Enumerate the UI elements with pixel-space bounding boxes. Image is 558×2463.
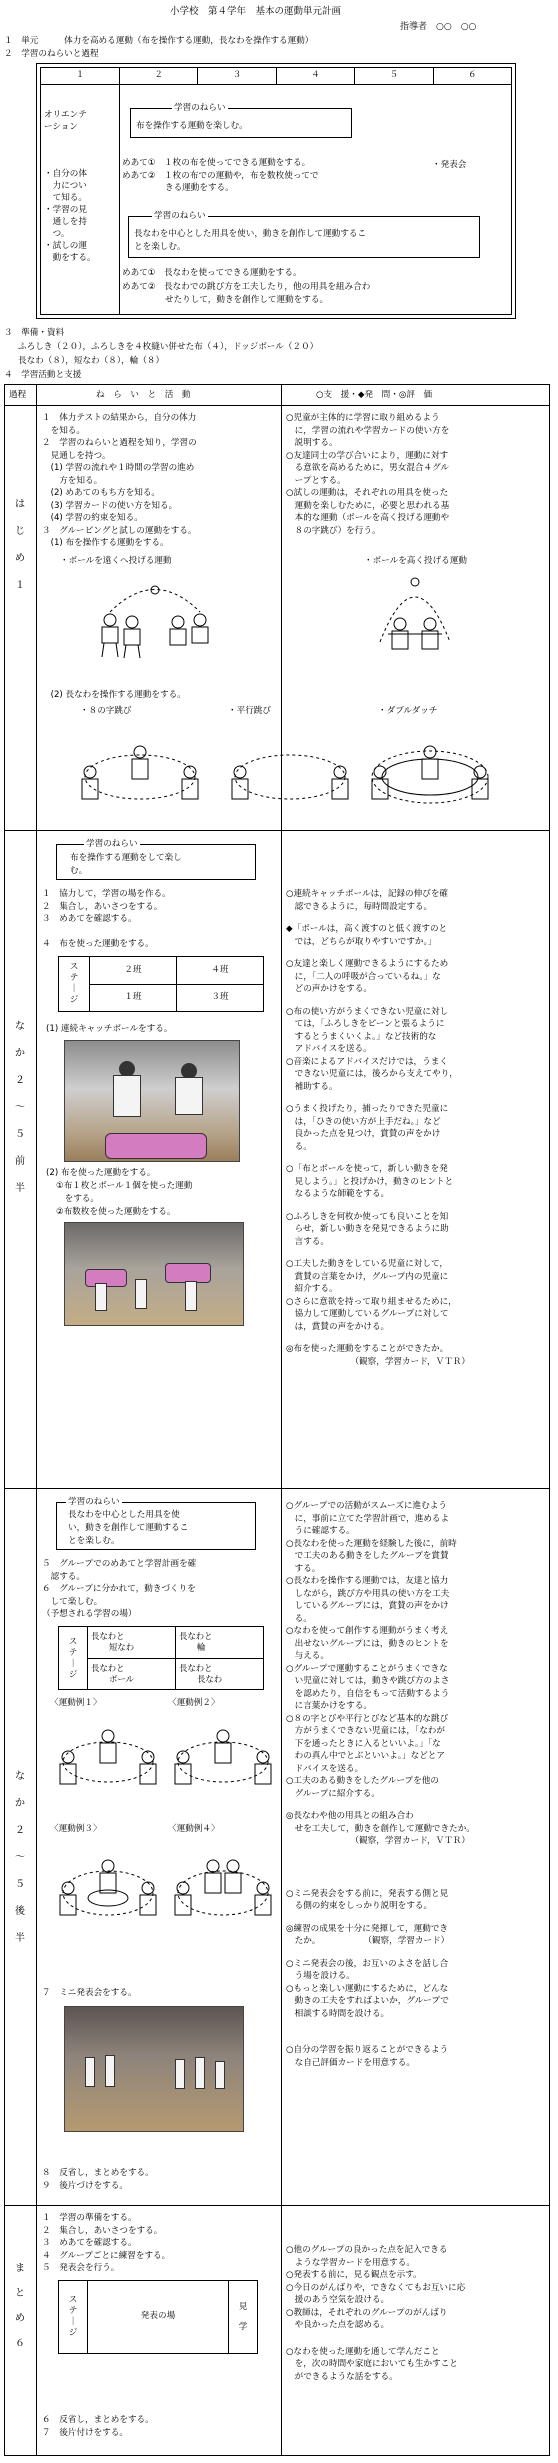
sketch-cloth-throw-high xyxy=(340,572,490,662)
overview-header-row xyxy=(40,67,512,85)
phase-4-left-text-2: ６ 反省し，まとめをする。 ７ 後片付けをする。 xyxy=(42,2415,154,2438)
phase-4-presentation-layout: ス テ ｜ ジ 発表の場 見 学 xyxy=(58,2280,258,2354)
phase-4-left-text: １ 学習の準備をする。 ２ 集合し，あいさつをする。 ３ めあてを確認する。 ４ グループごとに練習をする。 ５ 発表会を行う。 xyxy=(42,2213,171,2273)
overview-left-item: て知る。 xyxy=(44,193,87,203)
phase-3-left-text: ５ グループでのめあてと学習計画を確 認する。 ６ グループに分かれて，動きづくりを して楽しむ。 （予想される学習の場） xyxy=(42,1559,197,1619)
document-title: 小学校 第４学年 基本の運動単元計画 xyxy=(170,6,342,17)
caption-throw-high: ・ボールを高く投げる運動 xyxy=(364,556,467,566)
phase-3-aim-b: い，動きを創作して運動するこ xyxy=(68,1523,189,1533)
overview-col-6: ６ xyxy=(433,68,511,85)
aim-box-2-text-b: とを楽しむ。 xyxy=(134,242,186,252)
header-support: ○支 援・◆発 問・◎評 価 xyxy=(316,390,433,400)
overview-col-4: ４ xyxy=(276,68,354,85)
phase-2-sub1: (1) 連続キャッチボールをする。 xyxy=(46,1024,173,1034)
overview-col-2: ２ xyxy=(120,68,198,85)
caption-throw-far: ・ボールを遠くへ投げる運動 xyxy=(60,556,172,566)
presentation-area: 発表の場 xyxy=(88,2281,229,2354)
example-2-label: 〈運動例２〉 xyxy=(168,1698,220,1708)
example-4-label: 〈運動例４〉 xyxy=(168,1824,220,1834)
header-process: 過程 xyxy=(9,390,27,400)
orientation-label-1: オリエンテ xyxy=(44,110,87,120)
phase-2-aim-b: む。 xyxy=(70,866,88,876)
aim-box-1-title: 学習のねらい xyxy=(174,103,226,113)
phase-2-sub2: (2) 布を使った運動をする。 xyxy=(46,1168,156,1178)
goal-2a: めあて② １枚の布での運動や，布を数枚使ってで xyxy=(122,171,319,181)
phase-2-support-text: ○連続キャッチボールは，記録の伸びを確 認できるように，毎時間設定する。 ◆「ボールは，高く渡すのと低く渡すのと では，どちらが取りやすいですか。」 ○友達と楽しく運動できるようにするため に，「二人の呼吸が合っているね。」な どの声かけをする。 ○布の使い方がうまくできない児童に対し ては，「ふろしきをピーンと張るように するとうまくいくよ。」など技術的な アドバイスを送る。 ○音楽によるアドバイスだけでは，うまく できない児童には，後ろから支えてやり， 補助する。 ○うまく投げたり，捕ったりできた児童に は，「ひきの使い方が上手だね。」など 良かった点を見つけ，賞賛の声をかけ る。 ○「布とボールを使って，新しい動きを発 見しよう。」と投げかけ，動きのヒントと なるような師範をする。 ○ふろしきを何枚か使っても良いことを知 らせ，新しい動きを発見できるように助 言する。 ○工夫した動きをしている児童に対して， 賞賛の言葉をかけ，グループ内の児童に 紹介する。 ○さらに意欲を持って取り組ませるために， 協力して運動しているグループに対して は，賞賛の声をかける。 ◎布を使った運動をすることができたか。 （観察，学習カード，ＶＴＲ） xyxy=(286,889,470,1367)
phase-2-left-text: １ 協力して，学習の場を作る。 ２ 集合し，あいさつをする。 ３ めあてを確認する。 ４ 布を使った運動をする。 xyxy=(42,889,171,949)
caption-parallel: ・平行跳び xyxy=(228,706,271,716)
overview-left-item: ・試しの運 xyxy=(44,241,87,251)
phase-3-support-text: ○グループでの活動がスムーズに進むよう に，事前に立てた学習計画で，進めるよ うに確認する。 ○長なわを使った運動を経験した後に，前時 で工夫のある動きをしたグループを賞賛 する。 ○長なわを操作する運動では，友達と協力 しながら，跳び方や用具の使い方を工夫 しているグループには，賞賛の声をかけ る。 ○なわを使って創作する運動がうまく考え 出せないグループには，動きのヒントを 与える。 ○グループで運動することがうまくできな い児童に対しては，動きや跳び方のよさ を認めたり，自信をもって活動するよう に言葉かけをする。 ○８の字とびや平行とびなど基本的な跳び 方がうまくできない児童には，「なわが 下を通ったときに入るといいよ。」「な わの真ん中でとぶといいよ。」などとア ドバイスを送る。 ○工夫のある動きをしたグループを他の グループに紹介する。 ◎長なわや他の用具との組み合わ せを工夫して，動きを創作して運動できたか。 （観察，学習カード，ＶＴＲ） ○ミニ発表会をする前に，発表する側と見 る側の約束をしっかり説明をする。 ◎練習の成果を十分に発揮して，運動でき たか。 （観察，学習カード） ○ミニ発表会の後，お互いのよさを話し合 う場を設ける。 ○もっと楽しい運動にするために，どんな 動きの工夫をすればよいか，グループで 相談する時間を設ける。 ○自分の学習を振り返ることができるよう な自己評価カードを用意する。 xyxy=(286,1501,475,2068)
group-cell: ３班 xyxy=(177,984,264,1012)
goal-1: めあて① １枚の布を使ってできる運動をする。 xyxy=(122,158,311,168)
sketch-examples-1-2 xyxy=(48,1712,278,1812)
phase-2-label: な か ２ 〜 ５ 前 半 xyxy=(15,1021,25,1194)
caption-figure-8: ・８の字跳び xyxy=(80,706,132,716)
sketch-cloth-throw-far xyxy=(90,572,220,660)
phase-4-label: ま と め ６ xyxy=(15,2263,25,2349)
phase-3-aim-c: とを楽しむ。 xyxy=(68,1536,120,1546)
phase-3-mini-show: ７ ミニ発表会をする。 xyxy=(42,1988,137,1998)
goal-4a: めあて② 長なわでの跳び方を工夫したり，他の用具を組み合わ xyxy=(122,282,371,292)
phase-2-sub2b: ②布数枚を使った運動をする。 xyxy=(56,1207,176,1217)
teacher-line: 指導者 ○○ ○○ xyxy=(400,22,477,32)
goal-4b: せたりして，動きを創作して運動をする。 xyxy=(122,295,329,305)
phase-3-cleanup: ９ 後片づけをする。 xyxy=(42,2181,128,2191)
sketch-examples-3-4 xyxy=(48,1838,278,1948)
photo-mini-show xyxy=(64,2006,244,2132)
aim-box-2-title: 学習のねらい xyxy=(154,211,206,221)
phase-3-station-layout: ス テ ｜ ジ 長なわと 短なわ 長なわと 輪 長なわと ボール 長なわと 長なわ xyxy=(58,1626,264,1690)
group-cell: １班 xyxy=(90,984,177,1012)
phase-3-aim-a: 長なわを中心とした用具を使 xyxy=(68,1510,180,1520)
orientation-label-2: ーション xyxy=(44,122,79,132)
group-cell: ２班 xyxy=(90,957,177,985)
unit-line: １ 単元 体力を高める運動（布を操作する運動，長なわを操作する運動） xyxy=(4,36,314,46)
photo-catchball xyxy=(64,1040,240,1162)
phase-1-left-text: １ 体力テストの結果から，自分の体力 を知る。 ２ 学習のねらいと過程を知り，学習の 見通しを持つ。 (1) 学習の流れや１時間の学習の進め 方を知る。 (2) めあてのもち方を知る。 (3) 学習カードの使い方を知る。 (4) 学習の約束を知る。 ３ グルーピングと試しの運動をする。 (1) 布を操作する運動をする。 xyxy=(42,413,197,548)
caption-double-dutch: ・ダブルダッチ xyxy=(378,706,438,716)
phase-3-aim-title: 学習のねらい xyxy=(68,1497,120,1507)
example-3-label: 〈運動例３〉 xyxy=(50,1824,102,1834)
section-3-heading: ３ 準備・資料 xyxy=(4,328,65,338)
phase-3-label: な か ２ 〜 ５ 後 半 xyxy=(15,1771,25,1944)
overview-left-item: ・学習の見 xyxy=(44,205,87,215)
overview-left-item: つ。 xyxy=(44,229,70,239)
sketch-rope-jumps xyxy=(60,722,500,822)
goal-3: めあて① 長なわを使ってできる運動をする。 xyxy=(122,268,302,278)
photo-cloth-activity xyxy=(64,1222,244,1326)
overview-left-item: 動をする。 xyxy=(44,253,96,263)
overview-left-item: 力につい xyxy=(44,181,87,191)
overview-col-3: ３ xyxy=(198,68,276,85)
section-2-heading: ２ 学習のねらいと過程 xyxy=(4,49,99,59)
phase-1-left-2: (2) 長なわを操作する運動をする。 xyxy=(42,690,186,700)
overview-left-item: ・自分の体 xyxy=(44,169,87,179)
phase-3-reflect: ８ 反省し，まとめをする。 xyxy=(42,2168,154,2178)
phase-2-aim-title: 学習のねらい xyxy=(86,839,138,849)
header-aims: ね ら い と 活 動 xyxy=(96,390,191,400)
overview-left-item: 通しを持 xyxy=(44,217,87,227)
phase-2-sub2a2: をする。 xyxy=(56,1194,99,1204)
aim-box-1-text: 布を操作する運動を楽しむ。 xyxy=(136,121,248,131)
phase-2-sub2a: ①布１枚とボール１個を使った運動 xyxy=(56,1181,193,1191)
overview-col-5: ５ xyxy=(355,68,433,85)
presentation-label: ・発表会 xyxy=(432,160,467,170)
goal-2b: きる運動をする。 xyxy=(122,183,234,193)
overview-col-1: １ xyxy=(41,68,120,85)
prep-line-1: ふろしき（２０），ふろしきを４枚縫い併せた布（４），ドッジボール（２０） xyxy=(18,342,319,352)
section-4-heading: ４ 学習活動と支援 xyxy=(4,370,82,380)
phase-1-label: は じ め １ xyxy=(15,499,25,591)
example-1-label: 〈運動例１〉 xyxy=(50,1698,102,1708)
aim-box-2-text-a: 長なわを中心とした用具を使い，動きを創作して運動するこ xyxy=(134,229,367,239)
phase-1-support-text: ○児童が主体的に学習に取り組めるよう に，学習の流れや学習カードの使い方を 説明する。 ○友達同士の学び合いにより，運動に対す る意欲を高めるために，男女混合４グル ープとする。 ○試しの運動は，それぞれの用具を使った 運動を楽しむために，必要と思われる基 本的な運動（ボールを高く投げる運動や ８の字跳び）を行う。 xyxy=(286,413,450,536)
phase-2-group-layout: ス テ ｜ ジ ２班 ４班 １班 ３班 xyxy=(58,956,264,1012)
prep-line-2: 長なわ（８），短なわ（８），輪（８） xyxy=(18,356,165,366)
phase-4-support-text: ○他のグループの良かった点を記入できる ような学習カードを用意する。 ○発表する前に，見る観点を示す。 ○今日のがんばりや，できなくてもお互いに応 援のあう空気を設ける。 ○教師は，それぞれのグループのがんばり や良かった点を認める。 ○なわを使った運動を通して学んだこと を，次の時間や家庭においても生かすこと ができるような話をする。 xyxy=(286,2245,466,2382)
group-cell: ４班 xyxy=(177,957,264,985)
phase-2-aim-a: 布を操作する運動をして楽し xyxy=(70,853,182,863)
